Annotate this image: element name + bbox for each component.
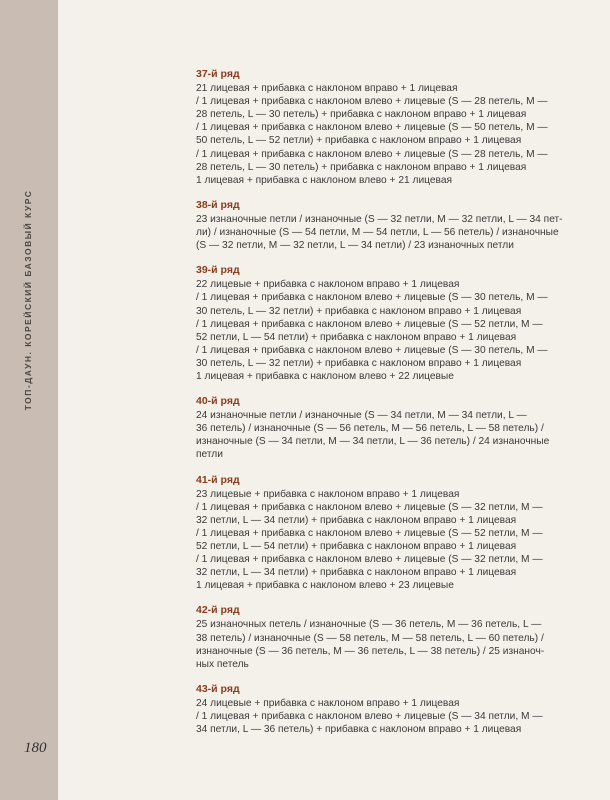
instruction-line: 23 изнаночные петли / изнаночные (S — 32 петли, M — 32 петли, L — 34 пет- <box>196 213 563 225</box>
instruction-line: / 1 лицевая + прибавка с наклоном влево + лицевые (S — 30 петель, M — <box>196 344 548 356</box>
instruction-line: 52 петли, L — 54 петли) + прибавка с наклоном вправо + 1 лицевая <box>196 541 517 552</box>
instruction-line: 24 изнаночные петли / изнаночные (S — 34 петли, M — 34 петли, L — <box>196 410 527 422</box>
instruction-line: 32 петли, L — 34 петли) + прибавка с наклоном вправо + 1 лицевая <box>196 514 517 526</box>
instruction-line: 30 петель, L — 32 петли) + прибавка с наклоном вправо + 1 лицевая <box>196 305 522 317</box>
instruction-line: / 1 лицевая + прибавка с наклоном влево + лицевые (S — 28 петель, M — <box>196 148 548 160</box>
row-instruction-block <box>196 198 563 252</box>
instruction-line: (S — 32 петли, M — 32 петли, L — 34 петли) / 23 изнаночных петли <box>196 240 514 252</box>
row-heading: 42-й ряд <box>196 604 240 617</box>
row-instruction-block <box>196 473 543 593</box>
instruction-line: / 1 лицевая + прибавка с наклоном влево + лицевые (S — 52 петли, M — <box>196 527 543 539</box>
instruction-line: 1 лицевая + прибавка с наклоном влево + 23 лицевые <box>196 580 454 592</box>
instruction-line: / 1 лицевая + прибавка с наклоном влево + лицевые (S — 32 петли, M — <box>196 501 543 513</box>
row-heading: 43-й ряд <box>196 682 240 695</box>
instruction-line: / 1 лицевая + прибавка с наклоном влево + лицевые (S — 32 петли, M — <box>196 554 543 566</box>
instruction-line: 50 петель, L — 52 петли) + прибавка с наклоном вправо + 1 лицевая <box>196 135 522 147</box>
page-number: 180 <box>24 740 47 756</box>
instruction-line: изнаночные (S — 34 петли, M — 34 петли, L — 36 петель) / 24 изнаночные <box>196 436 550 448</box>
instruction-line: 1 лицевая + прибавка с наклоном влево + 21 лицевая <box>196 174 452 186</box>
instruction-line: 25 изнаночных петель / изнаночные (S — 36 петель, M — 36 петель, L — <box>196 619 542 631</box>
row-heading: 37-й ряд <box>196 68 240 80</box>
instruction-line: изнаночные (S — 36 петель, M — 36 петель, L — 38 петель) / 25 изнаноч- <box>196 645 545 657</box>
instruction-line: 28 петель, L — 30 петель) + прибавка с наклоном вправо + 1 лицевая <box>196 109 527 121</box>
row-instruction-block <box>196 264 548 383</box>
instruction-line: / 1 лицевая + прибавка с наклоном влево + лицевые (S — 50 петель, M — <box>196 122 548 134</box>
instructions-body <box>196 68 563 748</box>
instruction-line: / 1 лицевая + прибавка с наклоном влево + лицевые (S — 52 петли, M — <box>196 318 543 330</box>
instruction-line: ных петель <box>196 658 249 670</box>
instruction-line: / 1 лицевая + прибавка с наклоном влево + лицевые (S — 34 петли, M — <box>196 711 543 723</box>
instruction-line: 38 петель) / изнаночные (S — 58 петель, M — 58 петель, L — 60 петель) / <box>196 632 544 644</box>
instruction-line: 52 петли, L — 54 петли) + прибавка с наклоном вправо + 1 лицевая <box>196 331 517 343</box>
row-instruction-block <box>196 604 545 670</box>
instruction-line: 1 лицевая + прибавка с наклоном влево + 22 лицевые <box>196 370 454 382</box>
instruction-line: 36 петель) / изнаночные (S — 56 петель, M — 56 петель, L — 58 петель) / <box>196 423 544 435</box>
row-heading: 38-й ряд <box>196 198 240 211</box>
instruction-line: петли <box>196 449 223 461</box>
row-instruction-block <box>196 395 550 461</box>
instruction-line: / 1 лицевая + прибавка с наклоном влево + лицевые (S — 28 петель, M — <box>196 96 548 108</box>
instruction-line: 28 петель, L — 30 петель) + прибавка с наклоном вправо + 1 лицевая <box>196 161 527 173</box>
instruction-line: 32 петли, L — 34 петли) + прибавка с наклоном вправо + 1 лицевая <box>196 567 517 579</box>
instruction-line: 34 петли, L — 36 петель) + прибавка с наклоном вправо + 1 лицевая <box>196 724 522 736</box>
instruction-line: 24 лицевые + прибавка с наклоном вправо + 1 лицевая <box>196 697 460 709</box>
row-instruction-block <box>196 68 548 187</box>
instruction-line: 30 петель, L — 32 петли) + прибавка с наклоном вправо + 1 лицевая <box>196 357 522 369</box>
instruction-line: 23 лицевые + прибавка с наклоном вправо + 1 лицевая <box>196 488 460 500</box>
running-head: ТОП-ДАУН. КОРЕЙСКИЙ БАЗОВЫЙ КУРС <box>23 189 33 411</box>
instruction-line: / 1 лицевая + прибавка с наклоном влево + лицевые (S — 30 петель, M — <box>196 292 548 304</box>
row-heading: 39-й ряд <box>196 264 240 277</box>
instruction-line: 21 лицевая + прибавка с наклоном вправо + 1 лицевая <box>196 83 458 95</box>
row-heading: 41-й ряд <box>196 473 240 486</box>
row-instruction-block <box>196 682 543 736</box>
side-band <box>0 0 58 800</box>
instruction-line: ли) / изнаночные (S — 54 петли, M — 54 петли, L — 56 петель) / изнаночные <box>196 227 559 239</box>
row-heading: 40-й ряд <box>196 395 240 408</box>
instruction-line: 22 лицевые + прибавка с наклоном вправо + 1 лицевая <box>196 279 460 291</box>
